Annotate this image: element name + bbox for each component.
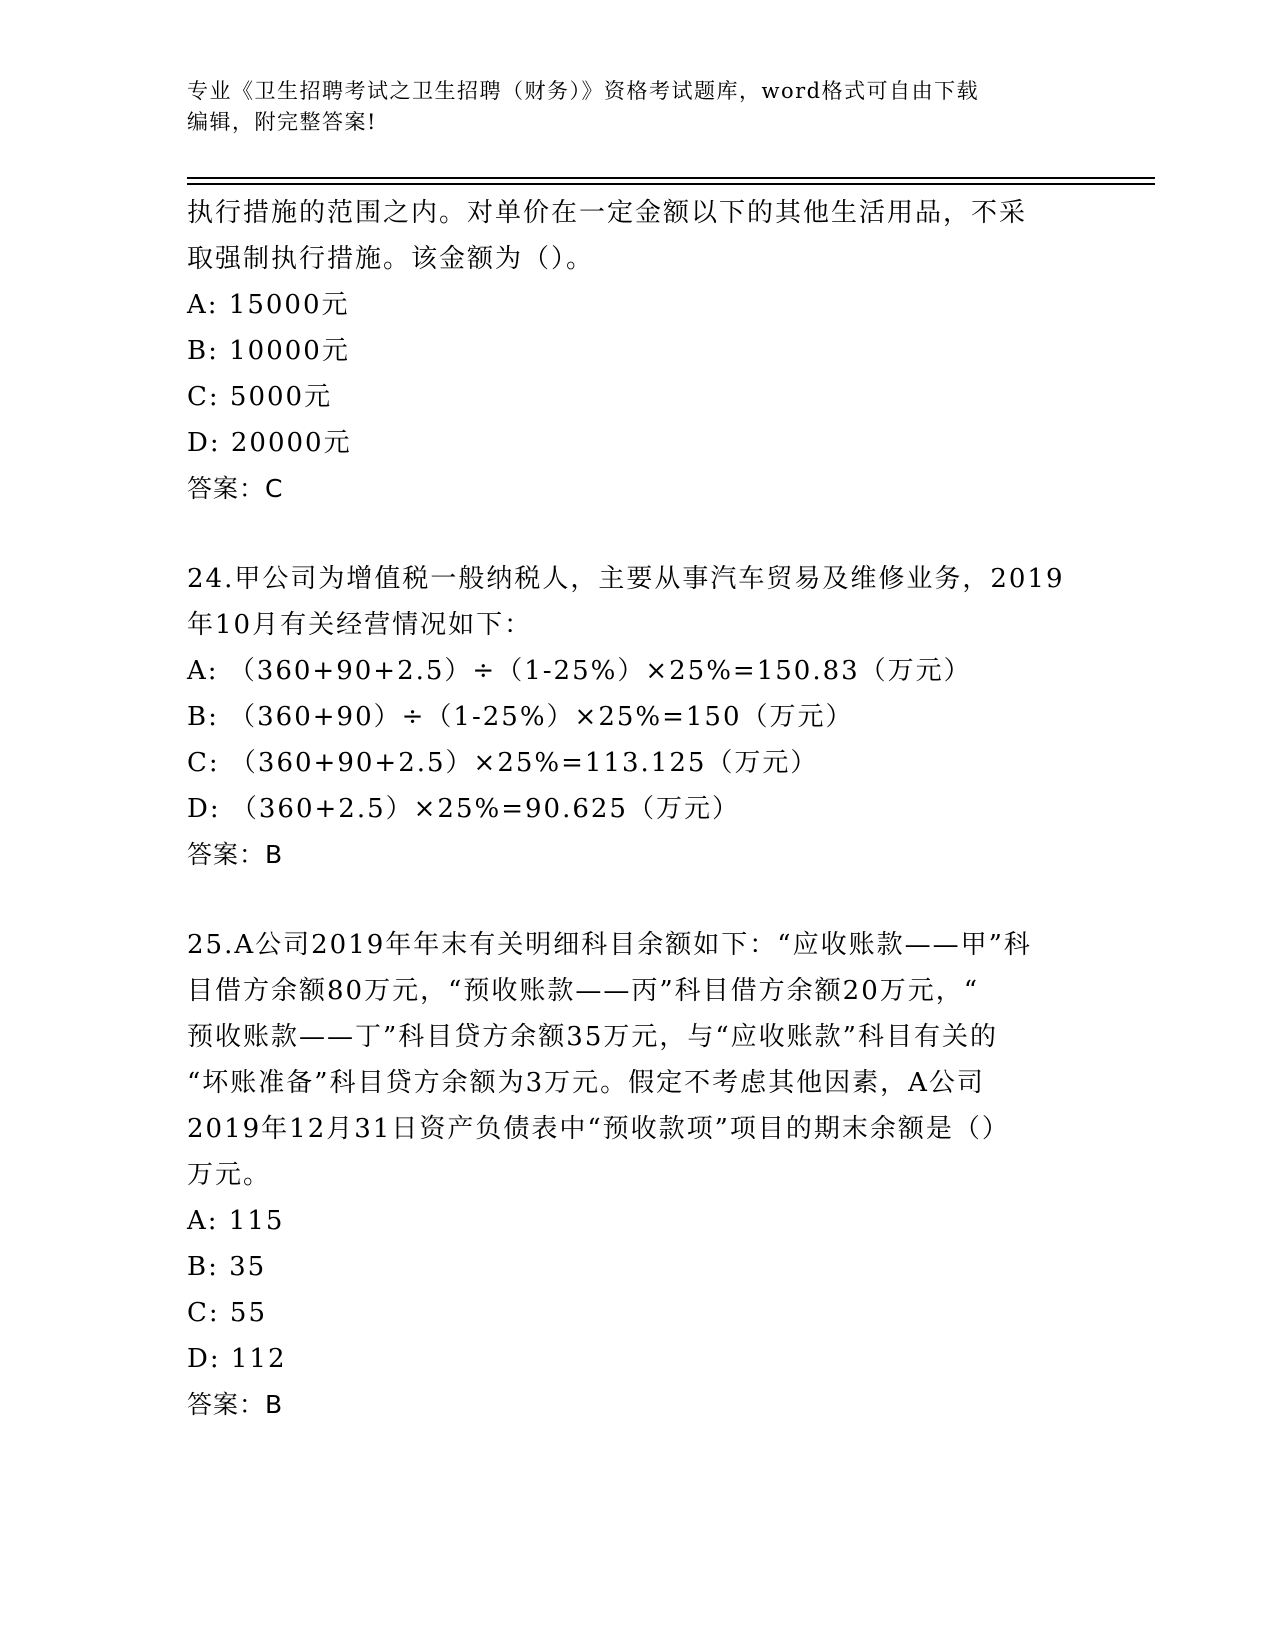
answer-line: 答案：B (187, 1390, 284, 1419)
option-c: C: （360+90+2.5）×25%=113.125（万元） (187, 748, 819, 778)
question-text-line: 取强制执行措施。该金额为（）。 (187, 244, 595, 274)
question-text-line: 预收账款——丁”科目贷方余额35万元，与“应收账款”科目有关的 (187, 1022, 998, 1052)
option-a: A: 15000元 (187, 290, 350, 320)
answer-line: 答案：B (187, 840, 284, 869)
question-text-line: 25.A公司2019年年末有关明细科目余额如下：“应收账款——甲”科 (187, 930, 1032, 960)
option-a: A: （360+90+2.5）÷（1-25%）×25%=150.83（万元） (187, 656, 972, 686)
header-divider-bottom (187, 183, 1155, 185)
option-a: A: 115 (187, 1206, 285, 1236)
question-text-line: 万元。 (187, 1160, 272, 1190)
header-line-1: 专业《卫生招聘考试之卫生招聘（财务）》资格考试题库，word格式可自由下载 (187, 79, 980, 103)
option-d: D: 20000元 (187, 428, 352, 458)
question-text-line: 2019年12月31日资产负债表中“预收款项”项目的期末余额是（） (187, 1114, 1010, 1144)
question-block-24 (187, 556, 1087, 878)
question-block-23 (187, 190, 1087, 512)
question-text-line: 24.甲公司为增值税一般纳税人，主要从事汽车贸易及维修业务，2019 (187, 564, 1065, 594)
header-line-2: 编辑，附完整答案! (187, 110, 377, 134)
option-b: B: （360+90）÷（1-25%）×25%=150（万元） (187, 702, 854, 732)
option-d: D: 112 (187, 1344, 287, 1374)
header-divider-top (187, 177, 1155, 179)
option-b: B: 10000元 (187, 336, 350, 366)
question-text-line: “坏账准备”科目贷方余额为3万元。假定不考虑其他因素，A公司 (187, 1068, 985, 1098)
question-spacer (187, 878, 1087, 922)
question-text-line: 年10月有关经营情况如下： (187, 610, 533, 640)
option-c: C: 5000元 (187, 382, 333, 412)
option-c: C: 55 (187, 1298, 268, 1328)
document-header (187, 76, 1087, 138)
question-spacer (187, 512, 1087, 556)
question-text-line: 目借方余额80万元，“预收账款——丙”科目借方余额20万元，“ (187, 976, 980, 1006)
answer-line: 答案：C (187, 474, 284, 503)
option-b: B: 35 (187, 1252, 267, 1282)
question-block-25 (187, 922, 1087, 1428)
document-body (187, 190, 1087, 1428)
question-text-line: 执行措施的范围之内。对单价在一定金额以下的其他生活用品，不采 (187, 198, 1028, 228)
option-d: D: （360+2.5）×25%=90.625（万元） (187, 794, 740, 824)
